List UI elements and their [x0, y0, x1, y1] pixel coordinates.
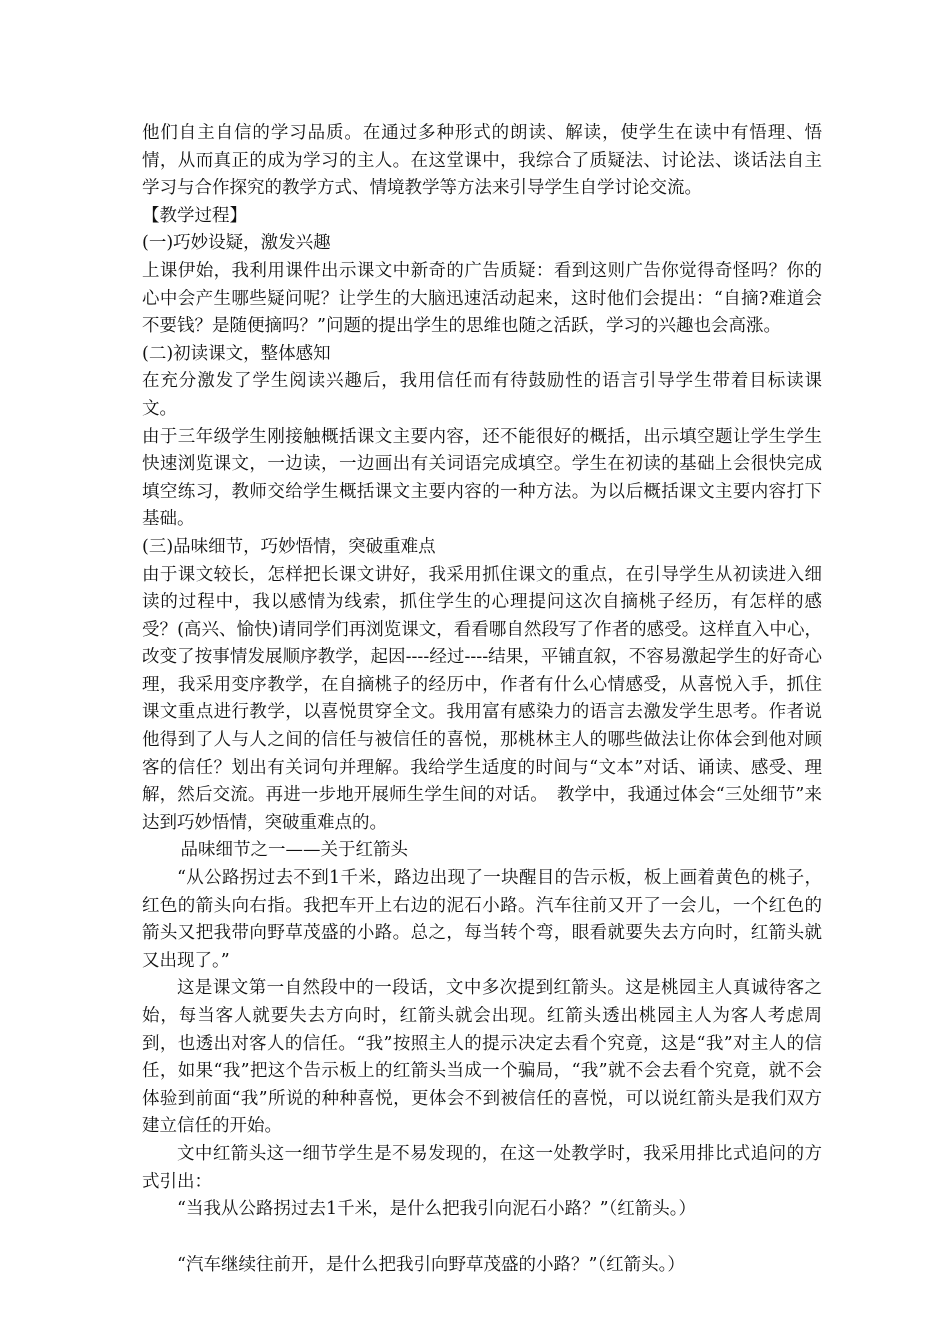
section-heading-teaching-process: 【教学过程】 — [142, 205, 247, 226]
paragraph-step-2b: 由于三年级学生刚接触概括课文主要内容，还不能很好的概括，出示填空题让学生学生快速浏览课文，一边读，一边画出有关词语完成填空。学生在初读的基础上会很快完成填空练习，教师交给学生概括课文主要内容的一种方法。为以后概括课文主要内容打下基础。 — [142, 426, 822, 530]
paragraph-step-1: 上课伊始，我利用课件出示课文中新奇的广告质疑：看到这则广告你觉得奇怪吗？你的心中会产生哪些疑问呢？让学生的大脑迅速活动起来，这时他们会提出：“自摘?难道会不要钱？是随便摘吗？”问题的提出学生的思维也随之活跃，学习的兴趣也会高涨。 — [142, 260, 822, 337]
paragraph-step-3: 由于课文较长，怎样把长课文讲好，我采用抓住课文的重点，在引导学生从初读进入细读的过程中，我以感情为线索，抓住学生的心理提问这次自摘桃子经历，有怎样的感受？(高兴、愉快)请同学们再浏览课文，看看哪自然段写了作者的感受。这样直入中心，改变了按事情发展顺序教学，起因----经过----结果，平铺直叙，不容易激起学生的好奇心理，我采用变序教学，在自摘桃子的经历中，作者有什么心情感受，从喜悦入手，抓住课文重点进行教学，以喜悦贯穿全文。我用富有感染力的语言去激发学生思考。作者说他得到了人与人之间的信任与被信任的喜悦，那桃林主人的哪些做法让你体会到他对顾客的信任？划出有关词句并理解。我给学生适度的时间与“文本”对话、诵读、感受、理解，然后交流。再进一步地开展师生学生间的对话。 教学中，我通过体会“三处细节”来达到巧妙悟情，突破重难点的。 — [142, 564, 822, 833]
paragraph-intro-continued: 他们自主自信的学习品质。在通过多种形式的朗读、解读，使学生在读中有悟理、悟情，从而真正的成为学习的主人。在这堂课中，我综合了质疑法、讨论法、谈话法自主学习与合作探究的教学方式、情境教学等方法来引导学生自学讨论交流。 — [142, 123, 822, 199]
question-1: “当我从公路拐过去1千米，是什么把我引向泥石小路？”（红箭头。） — [177, 1199, 697, 1220]
paragraph-step-2a: 在充分激发了学生阅读兴趣后，我用信任而有待鼓励性的语言引导学生带着目标读课文。 — [142, 371, 822, 419]
paragraph-red-arrow-analysis: 这是课文第一自然段中的一段话，文中多次提到红箭头。这是桃园主人真诚待客之始，每当客人就要失去方向时，红箭头就会出现。红箭头透出桃园主人为客人考虑周到，也透出对客人的信任。“我”按照主人的提示决定去看个究竟，这是“我”对主人的信任，如果“我”把这个告示板上的红箭头当成一个骗局，“我”就不会去看个究竟，就不会体验到前面“我”所说的种种喜悦，更体会不到被信任的喜悦，可以说红箭头是我们双方建立信任的开始。 — [142, 978, 822, 1137]
subheading-step-3: (三)品味细节，巧妙悟情，突破重难点 — [142, 536, 436, 557]
detail-heading-red-arrow: 品味细节之一——关于红箭头 — [180, 840, 408, 861]
paragraph-red-arrow-method: 文中红箭头这一细节学生是不易发现的，在这一处教学时，我采用排比式追问的方式引出： — [142, 1143, 822, 1192]
subheading-step-1: (一)巧妙设疑，激发兴趣 — [142, 233, 331, 254]
body-text — [142, 120, 822, 1279]
question-2: “汽车继续往前开，是什么把我引向野草茂盛的小路？”（红箭头。） — [177, 1254, 685, 1275]
quote-text-passage: “从公路拐过去不到1千米，路边出现了一块醒目的告示板，板上画着黄色的桃子，红色的箭头向右指。我把车开上右边的泥石小路。汽车往前又开了一会儿，一个红色的箭头又把我带向野草茂盛的小路。总之，每当转个弯，眼看就要失去方向时，红箭头就又出现了。” — [142, 868, 822, 971]
subheading-step-2: (二)初读课文，整体感知 — [142, 343, 331, 364]
